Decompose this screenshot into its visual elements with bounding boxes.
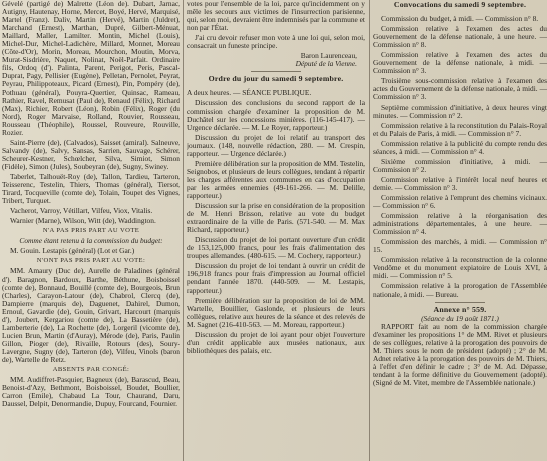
agenda-item: Discussion du projet de loi relatif au transport des journaux. (148, nouvelle rédaction, 280. — M. Crespin, rapporteur. — Urgence déclarée.) (187, 132, 365, 158)
annex-title: Annexe n° 559. (433, 304, 487, 314)
letter-paragraph: votes pour l'ensemble de la loi, parce qu'incidemment on y mêle les secours aux victimes de l'insurrection parisienne, qui, selon moi, devraient être indemnisés par la commune et non par l'État. (187, 0, 365, 33)
vote-list-block-v: Vacherot, Varroy, Vétillart, Vilfeu, Viox, Vitalis. (10, 206, 153, 216)
convocation-item: Commission du budget, à midi. — Commission n° 8. (381, 14, 539, 24)
agenda-item: Discussion du projet de loi portant ouverture d'un crédit de 153,125,000 francs, pour les frais d'alimentation des troupes allemandes. (480-615. — M. Cochery, rapporteur.) (187, 235, 365, 261)
section-title-not-voted: N'ONT PAS PRIS PART AU VOTE: (36, 257, 146, 265)
letter-signature: Baron Laurenceau, (300, 51, 357, 61)
column-rule-right (369, 0, 370, 461)
vote-list-block-t: Taberlet, Talhouët-Roy (de), Tallon, Tardieu, Tarteron, Teisserenc, Testelin, Thiers, Thomas (général), Tiersot, Tirard, Tocqueville (comte de), Tolain, Toupet des Vignes, Tribert, Turquet. (2, 171, 180, 206)
section-title-not-voted-single: N'A PAS PRIS PART AU VOTE (42, 227, 140, 235)
convocation-item: Commission relative à l'examen des actes du Gouvernement de la défense nationale, à une heure. — Commission n° 8. (373, 24, 547, 50)
section-names-single: M. Gouin. Lestapis (général) (Lot et Gar.) (10, 246, 135, 256)
section-names-not-voted: MM. Amaury (Duc de), Aurelle de Paladines (général d'). Baragnon, Bardoux, Barthe, Béthune, Boisboissel (comte de), Bonnaud, Bouillé (comte de), Bourgeois, Brun (Charles), Carayon-Latour (de), Chabrol, Clercq (de), Dampierre (marquis de), Daguenet, Dahirel, Dumon, Ernoul, Gavardie (de), Gouin, Grivart, Harcourt (marquis d'), Joubert, Kergariou (comte de), La Bassetière (de), Lamberterie (de), La Rochette (de), Lorgeril (vicomte de), Lucien Brun, Martin (d'Auray), Mérode (de), Paris, Paulin Gillon, Pioger (de), Rivaille, Rotours (des), Soury-Lavergne, Sugny (de), Tarteron (de), Vilfeu, Vinols (baron de), Wartelle de Retz. (2, 266, 180, 364)
agenda-item: Discussion du projet de loi ayant pour objet l'ouverture d'un crédit applicable aux musées nationaux, aux bibliothèques des palais, etc. (187, 329, 365, 355)
section-names-absent: MM. Audiffret-Pasquier, Bagneux (de), Barascud, Beau, Benoist-d'Azy, Bethmont, Boisboissel, Boudet, Boullier, Carron (Emile), Chabaud La Tour, Chaurand, Daru, Daussel, Delpit, Denormandie, Dupuy, Fourcand, Fournier. (2, 375, 180, 409)
convocation-item: Commission relative à la publicité du compte rendu des séances, à midi. — Commission n° 4. (373, 138, 547, 156)
order-of-day-title: Ordre du jour du samedi 9 septembre. (208, 74, 344, 84)
convocations-title: Convocations du samedi 9 septembre. (393, 0, 527, 9)
agenda-item: Première délibération sur la proposition de MM. Testelin, Seignobos, et plusieurs de leurs collègues, tendant à répartir les charges afférentes aux communes en cas d'occupation par les armées ennemies (49-161-266. — M. Delille, rapporteur.) (187, 158, 365, 200)
seance-line: A deux heures. — SÉANCE PUBLIQUE. (187, 88, 312, 98)
section-note-budget: Comme étant retenu à la commission du budget: (19, 236, 163, 246)
letter-paragraph-2: J'ai cru devoir refuser mon vote à une loi qui, selon moi, consacrait un funeste principe. (187, 33, 365, 51)
column-left (2, 0, 180, 461)
convocation-item: Commission relative à l'examen des actes du Gouvernement de la défense nationale, à midi. — Commission n° 3. (373, 50, 547, 76)
convocation-item: Commission relative à l'emprunt des chemins vicinaux. — Commission n° 6. (373, 192, 547, 211)
letter-signature-role: Député de la Vienne. (295, 59, 357, 69)
vote-list-block-s: Saint-Pierre (de), (Calvados), Saisset (amiral). Salneuve, Salvandy (de), Salvy, Sansas, Sarrien, Sauvage, Schérer, Scheurer-Kestner, Schœlcher, Silva, Simiot, Simon (Fidèle), Simon (Jules), Soubeyran (de), Sugny, Swiney. (2, 137, 180, 171)
agenda-item: Première délibération sur la proposition de loi de MM. Wartelle, Bouillier, Gaslonde, et plusieurs de leurs collègues, relative aux heures de la séance et des relevés de M. Sagnet (216-410-563. — M. Moreau, rapporteur.) (187, 295, 365, 329)
column-rule-left (183, 0, 184, 461)
vote-list-block-w: Warnier (Marne), Wilson, Witt (de), Waddington. (10, 216, 156, 226)
convocation-item: Commission relative à la prorogation de l'Assemblée nationale, à midi. — Bureau. (373, 281, 547, 299)
convocation-item: Commission relative à la réorganisation des administrations départementales, à une heure. — Commission n° 4. (373, 211, 547, 237)
convocation-item: Commission relative à la reconstruction de la colonne Vendôme et du monument expiatoire de Louis XVI, à midi. — Commission n° 5. (373, 255, 547, 281)
annex-subtitle: (Séance du 19 août 1871.) (421, 313, 499, 323)
vote-list-block: Gévelé (partigé de) Malrette (Léon de). Dubart, Jarnac, Autigny, Hautenay, Horne, Mercet, Boyé, Hervé, Marquisé, Martel (Franz). Daliv, Martin (Hervé), Martin (Juldret), Marchand (Ernest), Marthan, Dupré, Gilbert-Ménuat, Maillard, Maller, Lamilter. Montin, Michel (Louis), Michel-Dur, Michel-Ladichère, Millard, Monnet, Moreau (Côte-d'Or), Morin, Moreau, Mourchon, Moutin, Morva, Murat-Sisdrière, Naquet, Nolinat, Noël-Parfait. Ordinaire fils, Ordoq (d'). Palinta, Parent, Perigot, Peris, Pascal-Duprat, Pagy, Pellisier (Eugène), Pelletan, Pernolet, Peyrat, Peyrau, Philippoteaux, Picard (Ernest), Pin, Pompéry (de), Pothuau (général), Pouyra-Quertier, Quinsac, Rameau, Rathier, Ravel, Remusat (Paul de), Renaud (Félix), Richard (Max), Richier, Robert (Léon), Robin (Félix), Roger (du Nord), Roger Marvaise, Rolland, Rouvier, Rousseau, Rousseau (Théophile), Roussel, Rouveure, Rouville, Rozier. (2, 0, 180, 137)
convocation-item: Sixième commission d'initiative, à midi. — Commission n° 2. (373, 156, 547, 174)
convocation-item: Commission relative à l'intérêt local neuf heures et demie. — Commission n° 3. (373, 174, 547, 192)
convocation-item: Commission des marchés, à midi. — Commission n° 15. (373, 237, 547, 255)
column-right (373, 0, 547, 461)
agenda-item: Discussion des conclusions du second rapport de la commission chargée d'examiner la proposition de M. Duchâtel sur les concessions minières. (116-145-417). — Urgence déclarée. — M. Le Royer, rapporteur.) (187, 98, 365, 132)
annex-report-text: RAPPORT fait au nom de la commission chargée d'examiner les propositions 1° de MM. Rivet et plusieurs de ses collègues, relative à la prorogation des pouvoirs de M. Thiers sous le nom de président (adopté) ; 2° de M. Adnet relative à la prorogation des pouvoirs de M. Thiers, à l'effet d'en définir le cadre ; 3° de M. Ad. Dépasse, tendant à la forme définitive du Gouvernement (adopté). (Signé de M. Vitet, membre de l'Assemblée nationale.) (373, 321, 547, 387)
section-divider (251, 71, 301, 72)
agenda-item: Discussion du projet de loi tendant à ouvrir un crédit de 196,918 francs pour frais d'impression au Journal officiel pendant l'année 1870. (440-509. — M. Lestapis, rapporteur.) (187, 261, 365, 295)
convocation-item: Troisième sous-commission relative à l'examen des actes du Gouvernement de la défense nationale, à midi. — Commission n° 3. (373, 76, 547, 102)
convocation-item: Septième commission d'initiative, à deux heures vingt minutes. — Commission n° 2. (373, 102, 547, 120)
section-title-absent: ABSENTS PAR CONGÉ: (52, 366, 130, 374)
agenda-item: Discussion sur la prise en considération de la proposition de M. Henri Brisson, relative au vote du budget extraordinaire de la ville de Paris. (571-540. — M. Max Richard, rapporteur.) (187, 201, 365, 235)
column-middle (187, 0, 365, 461)
convocation-item: Commission relative à la reconstitution du Palais-Royal et du Palais de Paris, à midi. — Commission n° 7. (373, 120, 547, 138)
annex-divider (435, 302, 485, 303)
